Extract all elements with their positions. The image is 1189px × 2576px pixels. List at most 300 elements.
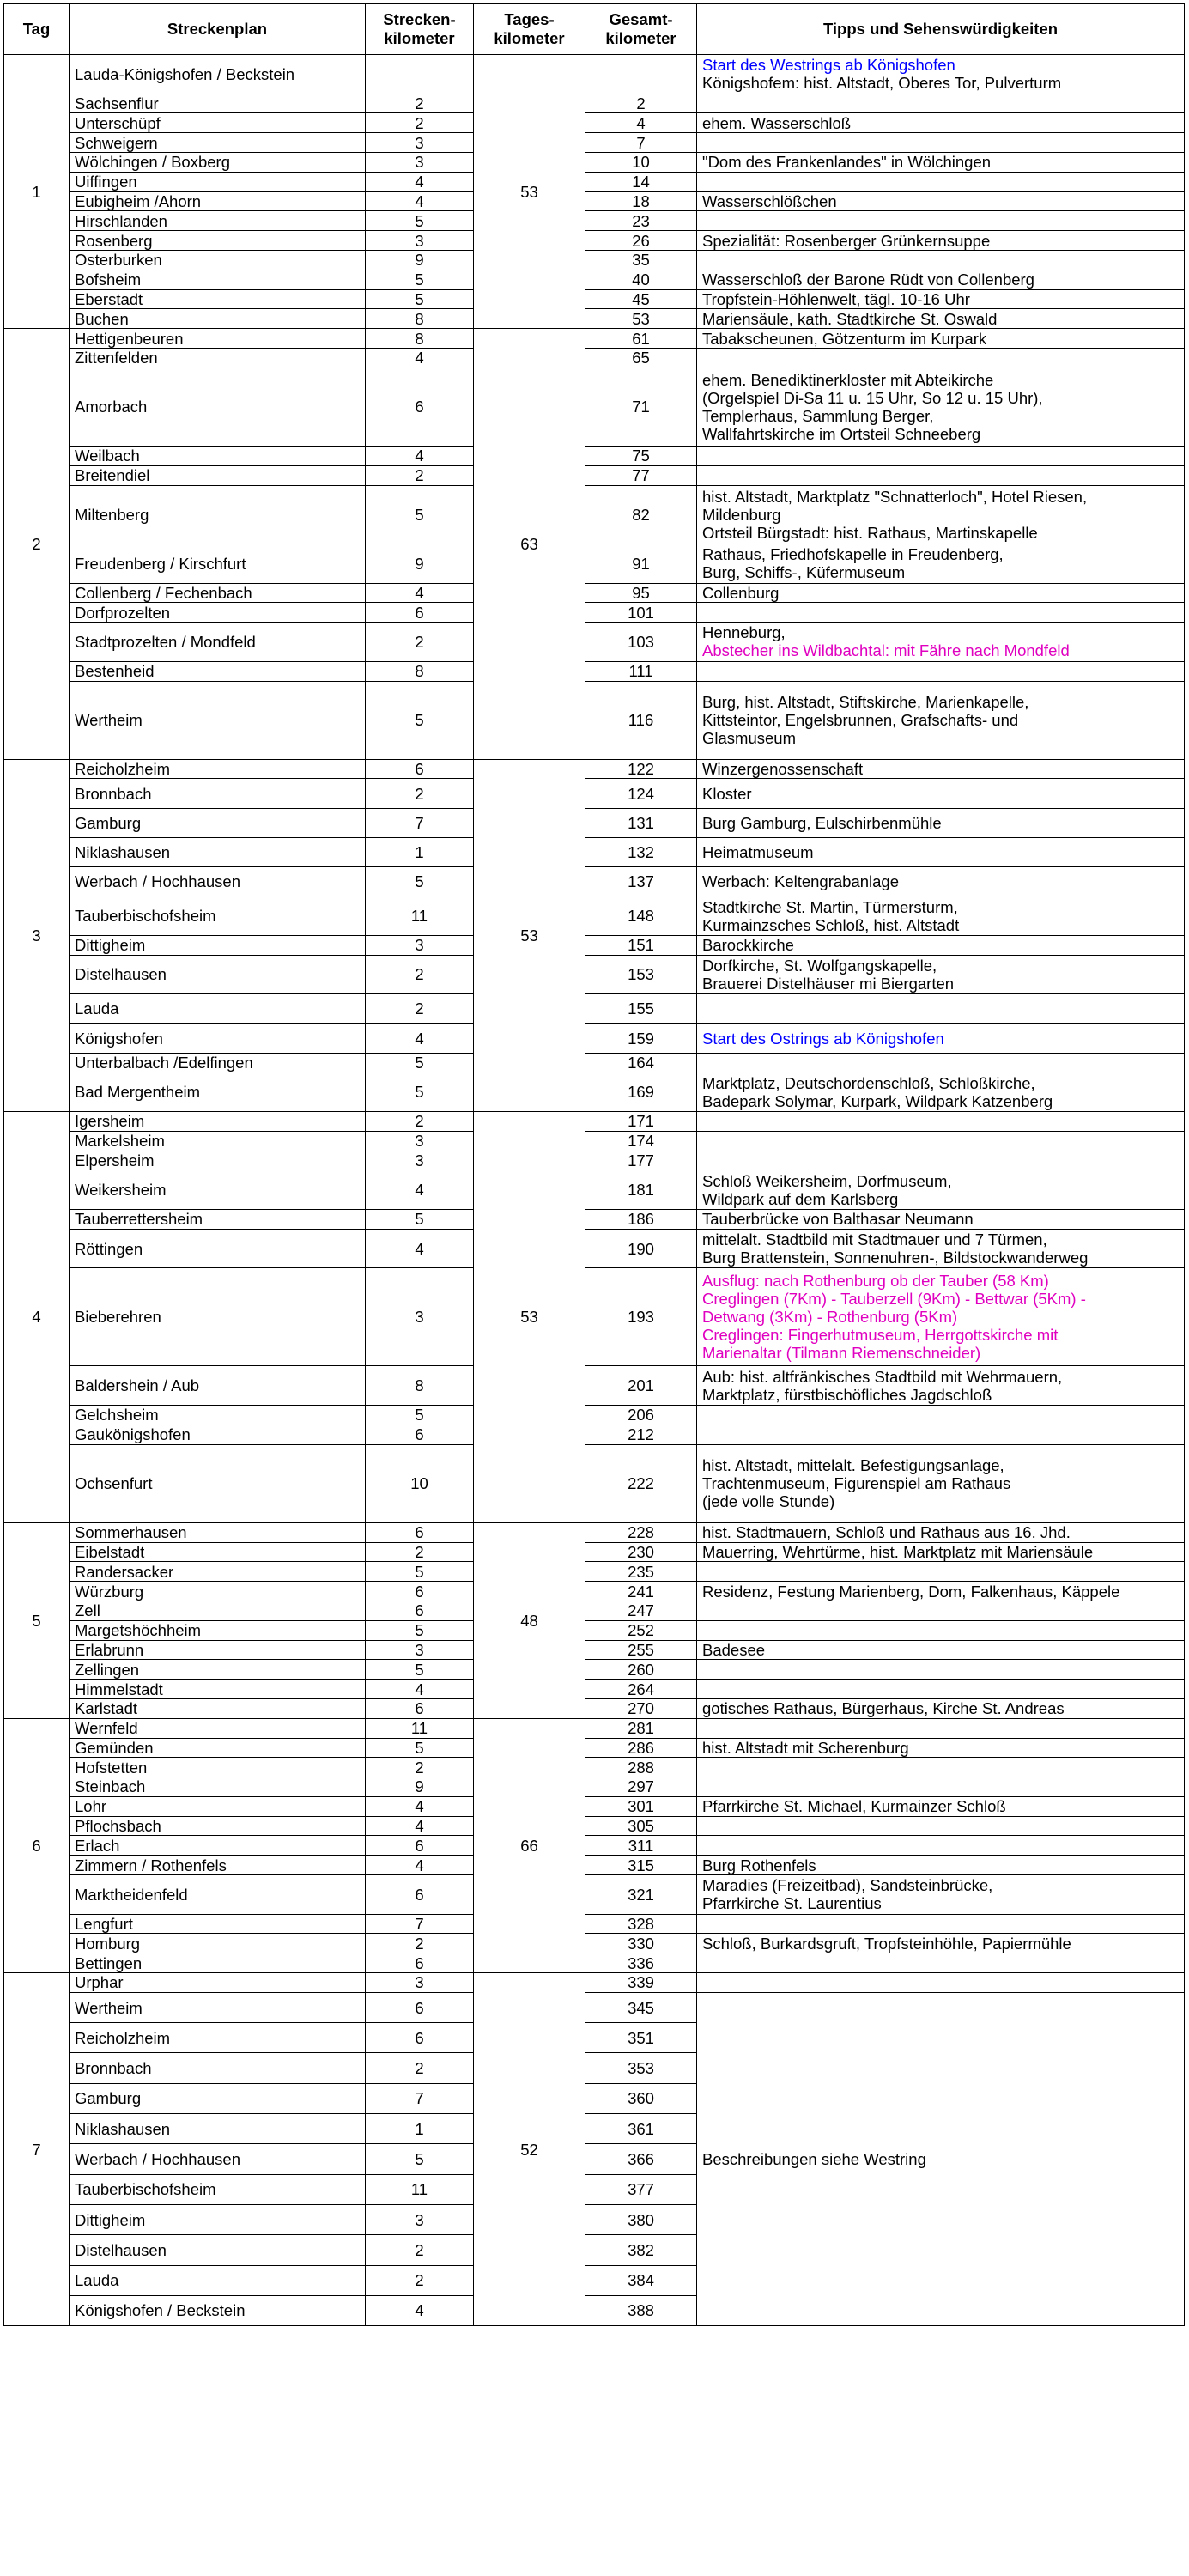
table-row [4,1758,1185,1777]
tips-cell [697,1268,1185,1366]
tip-line: Aub: hist. altfränkisches Stadtbild mit Wehrmauern, [702,1367,1063,1386]
day-number-cell: 1 [4,55,70,329]
segment-km-cell: 2 [366,113,474,133]
place-cell: Randersacker [70,1562,366,1582]
tip-line: (Orgelspiel Di-Sa 11 u. 15 Uhr, So 12 u. 15 Uhr), [702,388,1043,407]
tips-cell [697,759,1185,779]
place-cell: Gaukönigshofen [70,1425,366,1444]
table-row [4,1660,1185,1680]
segment-km-cell: 2 [366,1111,474,1131]
segment-km-cell: 2 [366,1934,474,1953]
total-km-cell: 10 [585,152,697,172]
table-row [4,270,1185,289]
segment-km-cell: 2 [366,623,474,662]
tip-line: "Dom des Frankenlandes" in Wölchingen [702,153,992,172]
place-cell: Bieberehren [70,1268,366,1366]
place-cell: Röttingen [70,1229,366,1268]
tip-line: Start des Ostrings ab Königshofen [702,1029,944,1048]
day-number-cell: 6 [4,1718,70,1972]
segment-km-cell: 2 [366,1542,474,1562]
place-cell: Wernfeld [70,1718,366,1738]
place-cell: Baldershein / Aub [70,1366,366,1406]
tips-cell [697,603,1185,623]
total-km-cell: 311 [585,1836,697,1856]
tip-line: (jede volle Stunde) [702,1492,835,1511]
tip-line: Burg, Schiffs-, Küfermuseum [702,563,906,582]
segment-km-cell: 5 [366,270,474,289]
tip-line: gotisches Rathaus, Bürgerhaus, Kirche St. Andreas [702,1699,1065,1718]
day-number-cell: 5 [4,1522,70,1718]
table-row [4,329,1185,349]
segment-km-cell: 4 [366,2295,474,2325]
place-cell: Lauda-Königshofen / Beckstein [70,55,366,94]
place-cell: Pflochsbach [70,1816,366,1836]
total-km-cell: 101 [585,603,697,623]
tips-cell [697,1425,1185,1444]
place-cell: Hirschlanden [70,211,366,231]
table-row [4,867,1185,896]
total-km-cell: 206 [585,1405,697,1425]
tips-cell [697,465,1185,485]
tip-line: Henneburg, [702,623,786,642]
place-cell: Lauda [70,994,366,1024]
tip-line: Ortsteil Bürgstadt: hist. Rathaus, Martinskapelle [702,523,1038,542]
place-cell: Dittigheim [70,935,366,955]
segment-km-cell: 6 [366,2023,474,2053]
tip-line: Wasserschloß der Barone Rüdt von Collenberg [702,270,1034,289]
table-row [4,1131,1185,1151]
segment-km-cell: 5 [366,867,474,896]
tips-cell [697,1209,1185,1229]
place-cell: Breitendiel [70,465,366,485]
table-row [4,1072,1185,1112]
header-row [4,4,1185,55]
tips-cell [697,289,1185,309]
segment-km-cell: 9 [366,1777,474,1797]
tips-cell [697,1973,1185,1993]
tips-cell [697,1582,1185,1601]
segment-km-cell: 2 [366,465,474,485]
table-row [4,250,1185,270]
total-km-cell: 361 [585,2114,697,2144]
tips-cell [697,1542,1185,1562]
total-km-cell: 345 [585,1992,697,2022]
total-km-cell: 53 [585,309,697,329]
tips-cell [697,1718,1185,1738]
place-cell: Ochsenfurt [70,1444,366,1522]
total-km-cell: 75 [585,446,697,465]
total-km-cell: 212 [585,1425,697,1444]
total-km-cell: 301 [585,1796,697,1816]
table-row [4,211,1185,231]
table-row [4,583,1185,603]
place-cell: Zimmern / Rothenfels [70,1856,366,1875]
place-cell: Gamburg [70,2083,366,2113]
daily-km-cell: 66 [474,1718,585,1972]
tip-line: Glasmuseum [702,729,796,748]
tip-line: Rathaus, Friedhofskapelle in Freudenberg, [702,545,1004,564]
table-row [4,603,1185,623]
tips-cell [697,1680,1185,1699]
tip-line: Schloß, Burkardsgruft, Tropfsteinhöhle, Papiermühle [702,1934,1071,1953]
tips-cell [697,661,1185,681]
total-km-cell: 288 [585,1758,697,1777]
table-row [4,289,1185,309]
segment-km-cell: 6 [366,1698,474,1718]
table-row [4,465,1185,485]
header-day: Tag [4,4,70,55]
tips-cell [697,1758,1185,1777]
tips-cell [697,1953,1185,1973]
total-km-cell: 321 [585,1875,697,1915]
table-row [4,1151,1185,1170]
tips-cell [697,935,1185,955]
table-row [4,1973,1185,1993]
segment-km-cell: 5 [366,1405,474,1425]
table-row [4,623,1185,662]
total-km-cell: 377 [585,2174,697,2204]
tips-cell [697,1875,1185,1915]
tips-cell [697,1836,1185,1856]
tip-line: Creglingen: Fingerhutmuseum, Herrgottskirche mit [702,1326,1059,1345]
daily-km-cell: 48 [474,1522,585,1718]
place-cell: Zellingen [70,1660,366,1680]
segment-km-cell: 5 [366,1660,474,1680]
segment-km-cell: 6 [366,368,474,446]
total-km-cell: 305 [585,1816,697,1836]
tip-line: Marienaltar (Tilmann Riemenschneider) [702,1344,981,1363]
tips-cell [697,867,1185,896]
segment-km-cell: 4 [366,583,474,603]
tips-cell [697,1660,1185,1680]
table-row [4,1816,1185,1836]
table-row [4,1366,1185,1406]
table-row [4,446,1185,465]
table-row [4,661,1185,681]
table-row [4,309,1185,329]
segment-km-cell: 6 [366,1582,474,1601]
table-row [4,485,1185,544]
tips-cell [697,1111,1185,1131]
segment-km-cell: 3 [366,133,474,153]
segment-km-cell: 8 [366,309,474,329]
place-cell: Niklashausen [70,837,366,866]
table-row [4,779,1185,808]
tips-cell [697,1024,1185,1053]
tip-line: Kurmainzsches Schloß, hist. Altstadt [702,915,960,934]
place-cell: Miltenberg [70,485,366,544]
tip-line: Collenburg [702,583,780,602]
table-row [4,1640,1185,1660]
tip-line: Kloster [702,784,752,803]
total-km-cell: 18 [585,191,697,211]
segment-km-cell: 5 [366,1209,474,1229]
table-row [4,152,1185,172]
table-row [4,837,1185,866]
place-cell: Buchen [70,309,366,329]
tip-line: Marktplatz, fürstbischöfliches Jagdschloß [702,1385,992,1404]
tips-cell [697,1522,1185,1542]
tips-cell [697,113,1185,133]
tips-cell [697,681,1185,759]
table-row [4,1934,1185,1953]
tips-cell [697,1856,1185,1875]
tip-line: hist. Altstadt mit Scherenburg [702,1738,909,1757]
segment-km-cell: 6 [366,1601,474,1620]
tip-line: Ausflug: nach Rothenburg ob der Tauber (58 Km) [702,1272,1049,1291]
place-cell: Königshofen [70,1024,366,1053]
tip-line: Königshofem: hist. Altstadt, Oberes Tor, Pulverturm [702,74,1062,93]
total-km-cell: 336 [585,1953,697,1973]
segment-km-cell: 3 [366,935,474,955]
tips-cell [697,1640,1185,1660]
tip-line: Werbach: Keltengrabanlage [702,872,900,891]
tip-line: Marktplatz, Deutschordenschloß, Schloßkirche, [702,1073,1035,1092]
total-km-cell: 132 [585,837,697,866]
total-km-cell: 131 [585,808,697,837]
tip-line: Barockkirche [702,936,794,955]
total-km-cell: 45 [585,289,697,309]
place-cell: Eibelstadt [70,1542,366,1562]
table-row [4,191,1185,211]
tip-line: Pfarrkirche St. Laurentius [702,1894,882,1913]
table-row [4,133,1185,153]
header-segment-km [366,4,474,55]
header-segment-km-text: Strecken- kilometer [383,10,456,47]
tips-cell [697,1934,1185,1953]
table-row [4,1444,1185,1522]
tips-cell [697,309,1185,329]
tip-line: Dorfkirche, St. Wolfgangskapelle, [702,956,937,975]
total-km-cell: 382 [585,2235,697,2265]
tip-line: Maradies (Freizeitbad), Sandsteinbrücke, [702,1876,993,1895]
place-cell: Werbach / Hochhausen [70,867,366,896]
tips-cell [697,1914,1185,1934]
total-km-cell: 360 [585,2083,697,2113]
tip-line: Wasserschlößchen [702,191,837,210]
tips-cell [697,191,1185,211]
segment-km-cell: 11 [366,2174,474,2204]
segment-km-cell: 5 [366,1053,474,1072]
place-cell: Markelsheim [70,1131,366,1151]
segment-km-cell: 6 [366,1953,474,1973]
segment-km-cell: 4 [366,446,474,465]
tip-line: Mariensäule, kath. Stadtkirche St. Oswald [702,309,998,328]
day-number-cell: 7 [4,1973,70,2326]
tips-cell [697,1620,1185,1640]
total-km-cell [585,55,697,94]
tip-line: Winzergenossenschaft [702,760,864,779]
place-cell: Himmelstadt [70,1680,366,1699]
tip-line: Burg Brattenstein, Sonnenuhren-, Bildstockwanderweg [702,1249,1089,1267]
table-row [4,681,1185,759]
daily-km-cell: 63 [474,329,585,760]
total-km-cell: 353 [585,2053,697,2083]
tips-cell [697,1444,1185,1522]
total-km-cell: 14 [585,172,697,191]
tip-line: Stadtkirche St. Martin, Türmersturm, [702,897,958,916]
segment-km-cell: 4 [366,1856,474,1875]
place-cell: Margetshöchheim [70,1620,366,1640]
table-row [4,1875,1185,1915]
tip-line: Burg, hist. Altstadt, Stiftskirche, Marienkapelle, [702,693,1029,712]
place-cell: Dorfprozelten [70,603,366,623]
place-cell: Erlach [70,1836,366,1856]
place-cell: Bronnbach [70,779,366,808]
table-row [4,1562,1185,1582]
table-row [4,1024,1185,1053]
tips-cell [697,94,1185,113]
table-row [4,55,1185,94]
tip-line: Tropfstein-Höhlenwelt, tägl. 10-16 Uhr [702,289,970,308]
segment-km-cell: 6 [366,1836,474,1856]
segment-km-cell: 7 [366,808,474,837]
daily-km-cell: 53 [474,759,585,1111]
segment-km-cell: 6 [366,1875,474,1915]
tips-cell [697,1796,1185,1816]
place-cell: Gemünden [70,1738,366,1758]
total-km-cell: 153 [585,955,697,994]
place-cell: Schweigern [70,133,366,153]
tip-line: hist. Altstadt, Marktplatz "Schnatterloch", Hotel Riesen, [702,487,1088,506]
place-cell: Tauberbischofsheim [70,896,366,936]
tips-cell [697,955,1185,994]
header-total-km-text: Gesamt- kilometer [605,10,676,47]
place-cell: Osterburken [70,250,366,270]
tips-cell [697,1170,1185,1210]
tips-cell [697,329,1185,349]
place-cell: Uiffingen [70,172,366,191]
place-cell: Unterbalbach /Edelfingen [70,1053,366,1072]
total-km-cell: 95 [585,583,697,603]
segment-km-cell: 5 [366,1738,474,1758]
total-km-cell: 222 [585,1444,697,1522]
total-km-cell: 148 [585,896,697,936]
tips-cell [697,896,1185,936]
place-cell: Unterschüpf [70,113,366,133]
tips-cell [697,1816,1185,1836]
place-cell: Distelhausen [70,955,366,994]
tips-cell [697,133,1185,153]
tip-line: Detwang (3Km) - Rothenburg (5Km) [702,1308,958,1327]
tip-line: Trachtenmuseum, Figurenspiel am Rathaus [702,1474,1011,1493]
segment-km-cell: 4 [366,172,474,191]
tip-line: Mildenburg [702,505,781,524]
total-km-cell: 270 [585,1698,697,1718]
segment-km-cell: 4 [366,1680,474,1699]
total-km-cell: 228 [585,1522,697,1542]
table-row [4,1542,1185,1562]
tips-cell [697,1738,1185,1758]
table-row [4,1992,1185,2022]
segment-km-cell: 9 [366,250,474,270]
place-cell: Bad Mergentheim [70,1072,366,1112]
total-km-cell: 193 [585,1268,697,1366]
total-km-cell: 330 [585,1934,697,1953]
tip-line: Abstecher ins Wildbachtal: mit Fähre nach Mondfeld [702,641,1070,660]
segment-km-cell: 2 [366,94,474,113]
total-km-cell: 71 [585,368,697,446]
segment-km-cell: 7 [366,2083,474,2113]
table-row [4,955,1185,994]
segment-km-cell: 5 [366,1072,474,1112]
tips-cell [697,1151,1185,1170]
total-km-cell: 255 [585,1640,697,1660]
header-daily-km-text: Tages- kilometer [494,10,565,47]
tips-cell [697,837,1185,866]
total-km-cell: 164 [585,1053,697,1072]
place-cell: Niklashausen [70,2114,366,2144]
total-km-cell: 35 [585,250,697,270]
total-km-cell: 77 [585,465,697,485]
segment-km-cell: 2 [366,2265,474,2295]
place-cell: Freudenberg / Kirschfurt [70,544,366,583]
segment-km-cell: 6 [366,603,474,623]
place-cell: Tauberrettersheim [70,1209,366,1229]
segment-km-cell: 9 [366,544,474,583]
total-km-cell: 297 [585,1777,697,1797]
table-row [4,1738,1185,1758]
table-row [4,1170,1185,1210]
total-km-cell: 177 [585,1151,697,1170]
total-km-cell: 339 [585,1973,697,1993]
place-cell: Igersheim [70,1111,366,1131]
day-number-cell: 2 [4,329,70,760]
segment-km-cell: 2 [366,2053,474,2083]
total-km-cell: 111 [585,661,697,681]
place-cell: Dittigheim [70,2204,366,2234]
header-route: Streckenplan [70,4,366,55]
table-row [4,935,1185,955]
total-km-cell: 201 [585,1366,697,1406]
tips-cell [697,55,1185,94]
total-km-cell: 380 [585,2204,697,2234]
total-km-cell: 7 [585,133,697,153]
tips-cell [697,1366,1185,1406]
tips-cell [697,1562,1185,1582]
segment-km-cell: 6 [366,759,474,779]
tip-line: ehem. Wasserschloß [702,113,852,132]
place-cell: Weilbach [70,446,366,465]
total-km-cell: 151 [585,935,697,955]
tips-cell [697,152,1185,172]
place-cell: Eberstadt [70,289,366,309]
tip-line: Start des Westrings ab Königshofen [702,56,955,75]
tips-cell [697,1131,1185,1151]
segment-km-cell: 4 [366,1229,474,1268]
segment-km-cell: 2 [366,2235,474,2265]
segment-km-cell: 3 [366,231,474,251]
place-cell: Marktheidenfeld [70,1875,366,1915]
tip-line: Mauerring, Wehrtürme, hist. Marktplatz mit Mariensäule [702,1542,1094,1561]
tip-line: Wallfahrtskirche im Ortsteil Schneeberg [702,424,981,443]
total-km-cell: 82 [585,485,697,544]
tips-cell [697,211,1185,231]
total-km-cell: 40 [585,270,697,289]
total-km-cell: 181 [585,1170,697,1210]
segment-km-cell: 2 [366,779,474,808]
table-row [4,1522,1185,1542]
tip-line: mittelalt. Stadtbild mit Stadtmauer und 7 Türmen, [702,1230,1047,1249]
tip-line: Tabakscheunen, Götzenturm im Kurpark [702,329,987,348]
tip-line: Pfarrkirche St. Michael, Kurmainzer Schloß [702,1797,1006,1816]
tips-cell [697,446,1185,465]
total-km-cell: 4 [585,113,697,133]
tip-line: Templerhaus, Sammlung Berger, [702,406,934,425]
place-cell: Bettingen [70,1953,366,1973]
table-row [4,172,1185,191]
segment-km-cell: 4 [366,348,474,368]
